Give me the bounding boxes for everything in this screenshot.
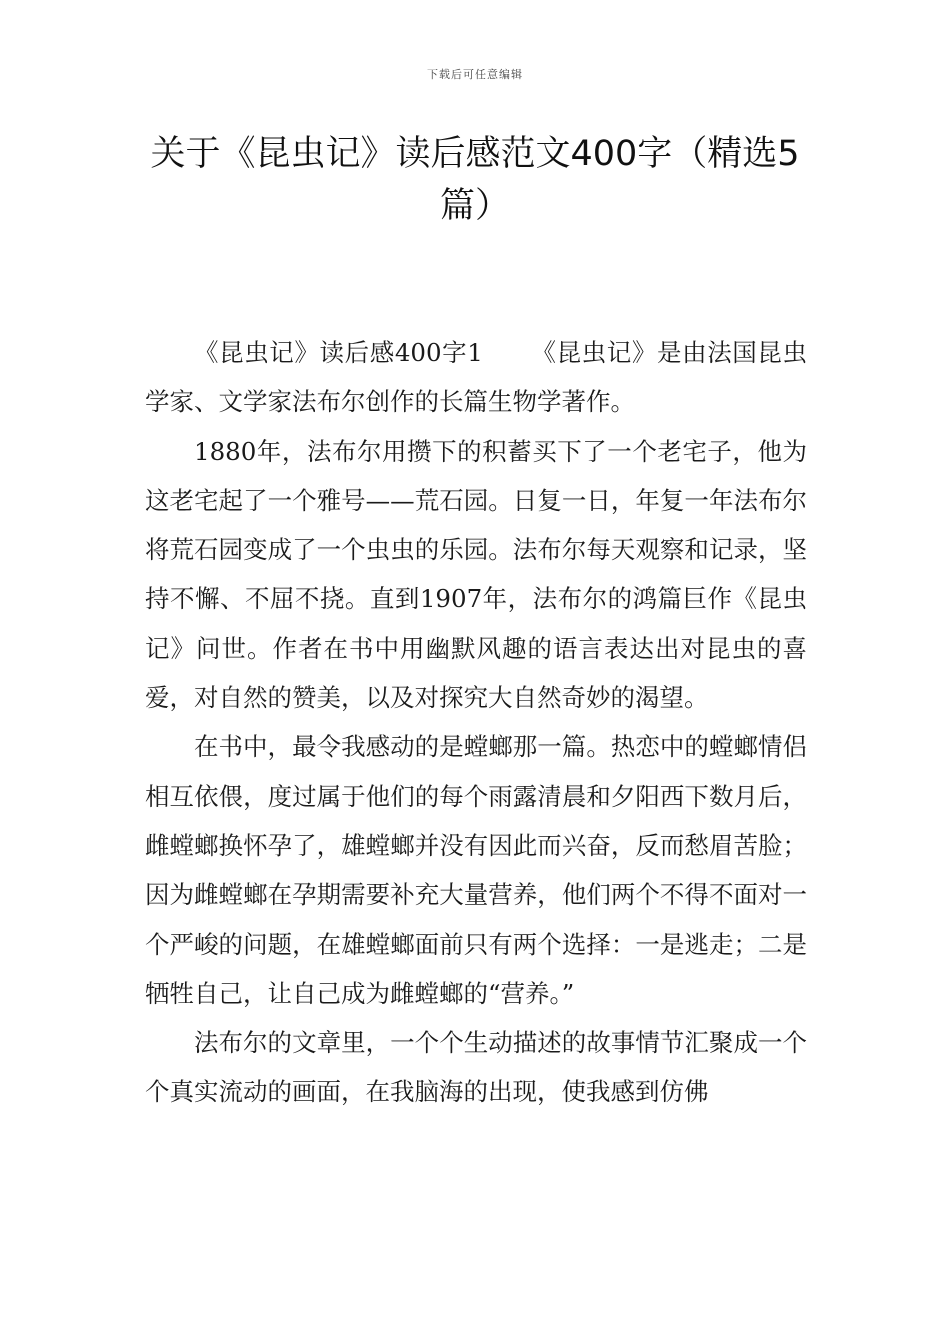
paragraph-2: 1880年，法布尔用攒下的积蓄买下了一个老宅子，他为这老宅起了一个雅号——荒石园。日复一日，年复一年法布尔将荒石园变成了一个虫虫的乐园。法布尔每天观察和记录，坚持不懈、不屈不挠。直到1907年，法布尔的鸿篇巨作《昆虫记》问世。作者在书中用幽默风趣的语言表达出对昆虫的喜爱，对自然的赞美，以及对探究大自然奇妙的渴望。 [145,436,807,713]
document-title: 关于《昆虫记》读后感范文400字（精选5篇） [150,134,800,226]
paragraph-4: 法布尔的文章里，一个个生动描述的故事情节汇聚成一个个真实流动的画面，在我脑海的出现，使我感到仿佛 [145,1028,807,1107]
document-body [145,328,807,1117]
section-heading: 《昆虫记》读后感400字1 [194,338,483,367]
paragraph-text: 《昆虫记》是由法国昆虫学家、文学家法布尔创作的长篇生物学著作。 [145,338,807,417]
paragraph-1 [145,328,807,427]
header-note: 下载后可任意编辑 [427,68,523,81]
paragraph-3: 在书中，最令我感动的是螳螂那一篇。热恋中的螳螂情侣相互依偎，度过属于他们的每个雨露清晨和夕阳西下数月后，雌螳螂换怀孕了，雄螳螂并没有因此而兴奋，反而愁眉苦脸；因为雌螳螂在孕期需要补充大量营养，他们两个不得不面对一个严峻的问题，在雄螳螂面前只有两个选择：一是逃走；二是牺牲自己，让自己成为雌螳螂的“营养。” [145,732,807,1008]
